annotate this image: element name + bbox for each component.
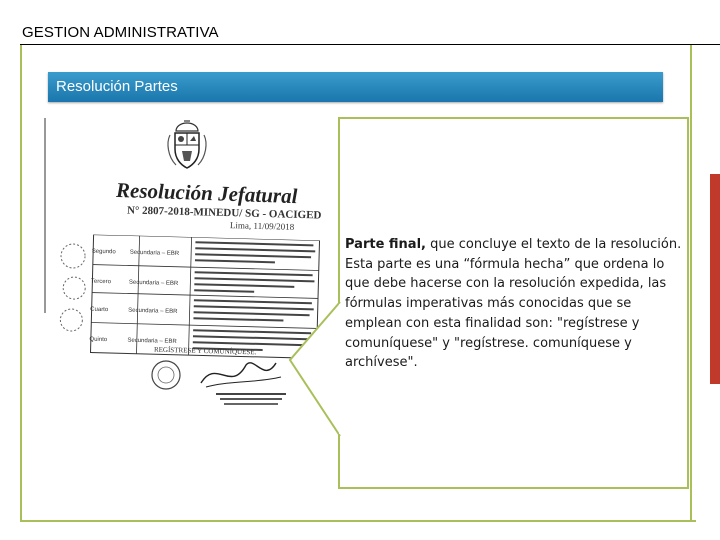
resolution-heading: Resolución Jefatural [116, 177, 298, 209]
row-grade: Tercero [90, 278, 112, 286]
resolution-footer: REGÍSTRESE Y COMUNÍQUESE. [153, 345, 257, 357]
content-frame-right [690, 45, 692, 522]
row-level: Secundaria – EBR [128, 279, 179, 287]
coat-of-arms-icon [162, 119, 212, 177]
row-grade: Quinto [89, 336, 108, 344]
row-level: Secundaria – EBR [128, 307, 178, 315]
banner-title: Resolución Partes [56, 78, 178, 95]
signature-stamp-icon [146, 353, 306, 413]
body-paragraph [345, 235, 685, 373]
section-banner [48, 72, 663, 102]
resolution-date: Lima, 11/09/2018 [229, 220, 295, 232]
row-level: Secundaria – EBR [129, 249, 180, 257]
edge-accent [710, 174, 720, 384]
callout-pointer [288, 300, 342, 440]
page-title: GESTION ADMINISTRATIVA [22, 24, 219, 41]
body-text: que concluye el texto de la resolución. Esta parte es una “fórmula hecha” que ordena lo que debe hacerse con la resolución expedida, las fórmulas imperativas más conocidas que se emplean con esta finalidad son: "regístrese y comuníquese" y "regístrese. comuníquese y archívese". [345, 237, 682, 371]
resolution-number: N° 2807-2018-MINEDU/ SG - OACIGED [126, 204, 322, 222]
resolution-document-image [42, 115, 327, 535]
row-grade: Cuarto [90, 306, 109, 314]
row-grade: Segundo [91, 248, 116, 256]
row-level: Secundaria – EBR [127, 337, 177, 345]
body-lead: Parte final, [345, 237, 426, 252]
